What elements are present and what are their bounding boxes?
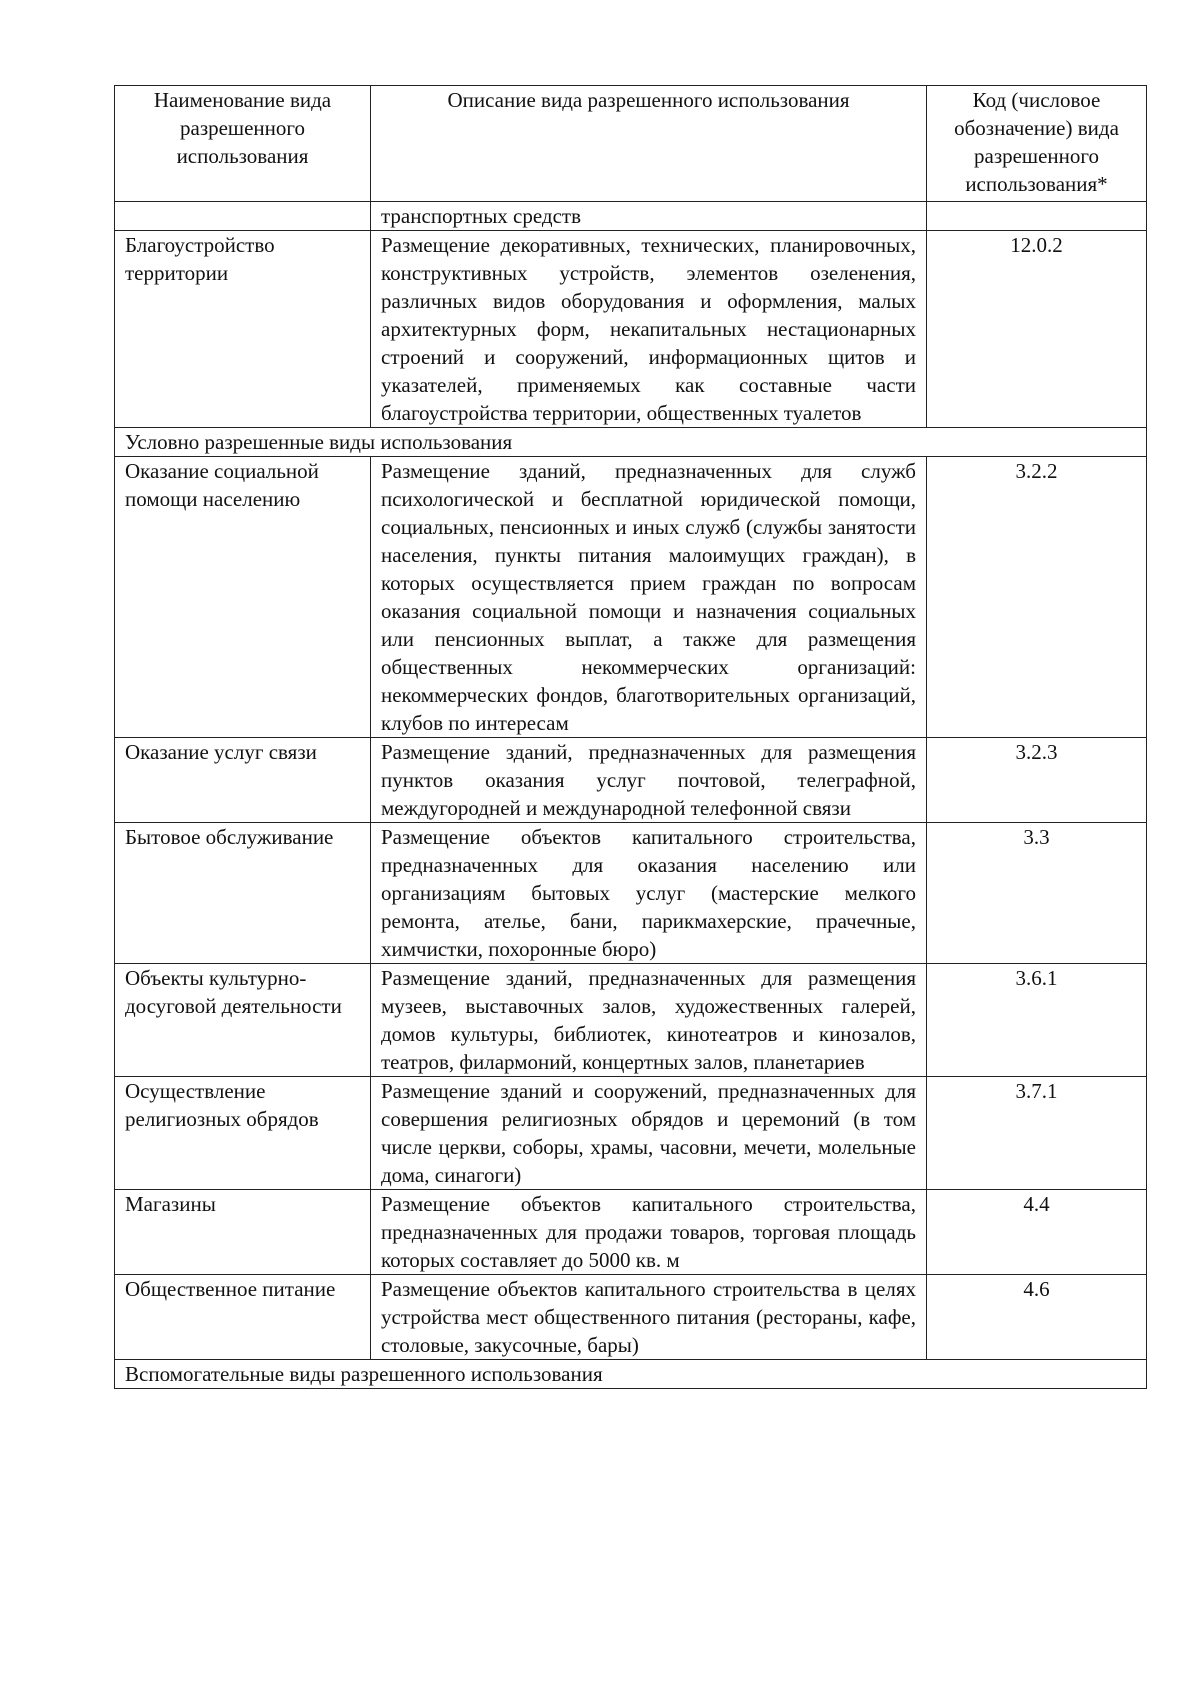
table-row xyxy=(115,738,1147,823)
cell-name xyxy=(115,202,371,231)
cell-description: Размещение объектов капитального строительства в целях устройства мест общественного питания (рестораны, кафе, столовые, закусочные, бары) xyxy=(371,1275,927,1360)
cell-code: 4.6 xyxy=(927,1275,1147,1360)
table-row xyxy=(115,964,1147,1077)
cell-code: 3.2.2 xyxy=(927,457,1147,738)
cell-name: Магазины xyxy=(115,1190,371,1275)
cell-code: 3.2.3 xyxy=(927,738,1147,823)
table-row-continuation xyxy=(115,202,1147,231)
header-description: Описание вида разрешенного использования xyxy=(371,86,927,202)
section-title: Условно разрешенные виды использования xyxy=(115,428,1147,457)
cell-description: Размещение объектов капитального строительства, предназначенных для продажи товаров, торговая площадь которых составляет до 5000 кв. м xyxy=(371,1190,927,1275)
cell-code: 4.4 xyxy=(927,1190,1147,1275)
cell-description: Размещение зданий, предназначенных для служб психологической и бесплатной юридической помощи, социальных, пенсионных и иных служб (службы занятости населения, пункты питания малоимущих граждан), в которых осуществляется прием граждан по вопросам оказания социальной помощи и назначения социальных или пенсионных выплат, а также для размещения общественных некоммерческих организаций: некоммерческих фондов, благотворительных организаций, клубов по интересам xyxy=(371,457,927,738)
table-row xyxy=(115,231,1147,428)
table-row xyxy=(115,823,1147,964)
cell-description: Размещение зданий и сооружений, предназначенных для совершения религиозных обрядов и церемоний (в том числе церкви, соборы, храмы, часовни, мечети, молельные дома, синагоги) xyxy=(371,1077,927,1190)
cell-name: Оказание социальной помощи населению xyxy=(115,457,371,738)
section-row-conditional xyxy=(115,428,1147,457)
table-row xyxy=(115,1275,1147,1360)
cell-code: 3.3 xyxy=(927,823,1147,964)
cell-name: Осуществление религиозных обрядов xyxy=(115,1077,371,1190)
cell-description: транспортных средств xyxy=(371,202,927,231)
cell-code xyxy=(927,202,1147,231)
cell-description: Размещение объектов капитального строительства, предназначенных для оказания населению или организациям бытовых услуг (мастерские мелкого ремонта, ателье, бани, парикмахерские, прачечные, химчистки, похоронные бюро) xyxy=(371,823,927,964)
header-code: Код (числовое обозначение) вида разрешенного использования* xyxy=(927,86,1147,202)
cell-name: Объекты культурно-досуговой деятельности xyxy=(115,964,371,1077)
table-row xyxy=(115,1190,1147,1275)
section-title: Вспомогательные виды разрешенного использования xyxy=(115,1360,1147,1389)
cell-code: 12.0.2 xyxy=(927,231,1147,428)
table-row xyxy=(115,1077,1147,1190)
cell-name: Оказание услуг связи xyxy=(115,738,371,823)
cell-description: Размещение зданий, предназначенных для размещения пунктов оказания услуг почтовой, телеграфной, междугородней и международной телефонной связи xyxy=(371,738,927,823)
header-name: Наименование вида разрешенного использования xyxy=(115,86,371,202)
cell-code: 3.6.1 xyxy=(927,964,1147,1077)
cell-description: Размещение зданий, предназначенных для размещения музеев, выставочных залов, художественных галерей, домов культуры, библиотек, кинотеатров и кинозалов, театров, филармоний, концертных залов, планетариев xyxy=(371,964,927,1077)
land-use-table xyxy=(114,85,1147,1389)
table-header-row xyxy=(115,86,1147,202)
cell-description: Размещение декоративных, технических, планировочных, конструктивных устройств, элементов озеленения, различных видов оборудования и оформления, малых архитектурных форм, некапитальных нестационарных строений и сооружений, информационных щитов и указателей, применяемых как составные части благоустройства территории, общественных туалетов xyxy=(371,231,927,428)
cell-name: Благоустройство территории xyxy=(115,231,371,428)
table-row xyxy=(115,457,1147,738)
cell-name: Бытовое обслуживание xyxy=(115,823,371,964)
cell-name: Общественное питание xyxy=(115,1275,371,1360)
cell-code: 3.7.1 xyxy=(927,1077,1147,1190)
section-row-auxiliary xyxy=(115,1360,1147,1389)
